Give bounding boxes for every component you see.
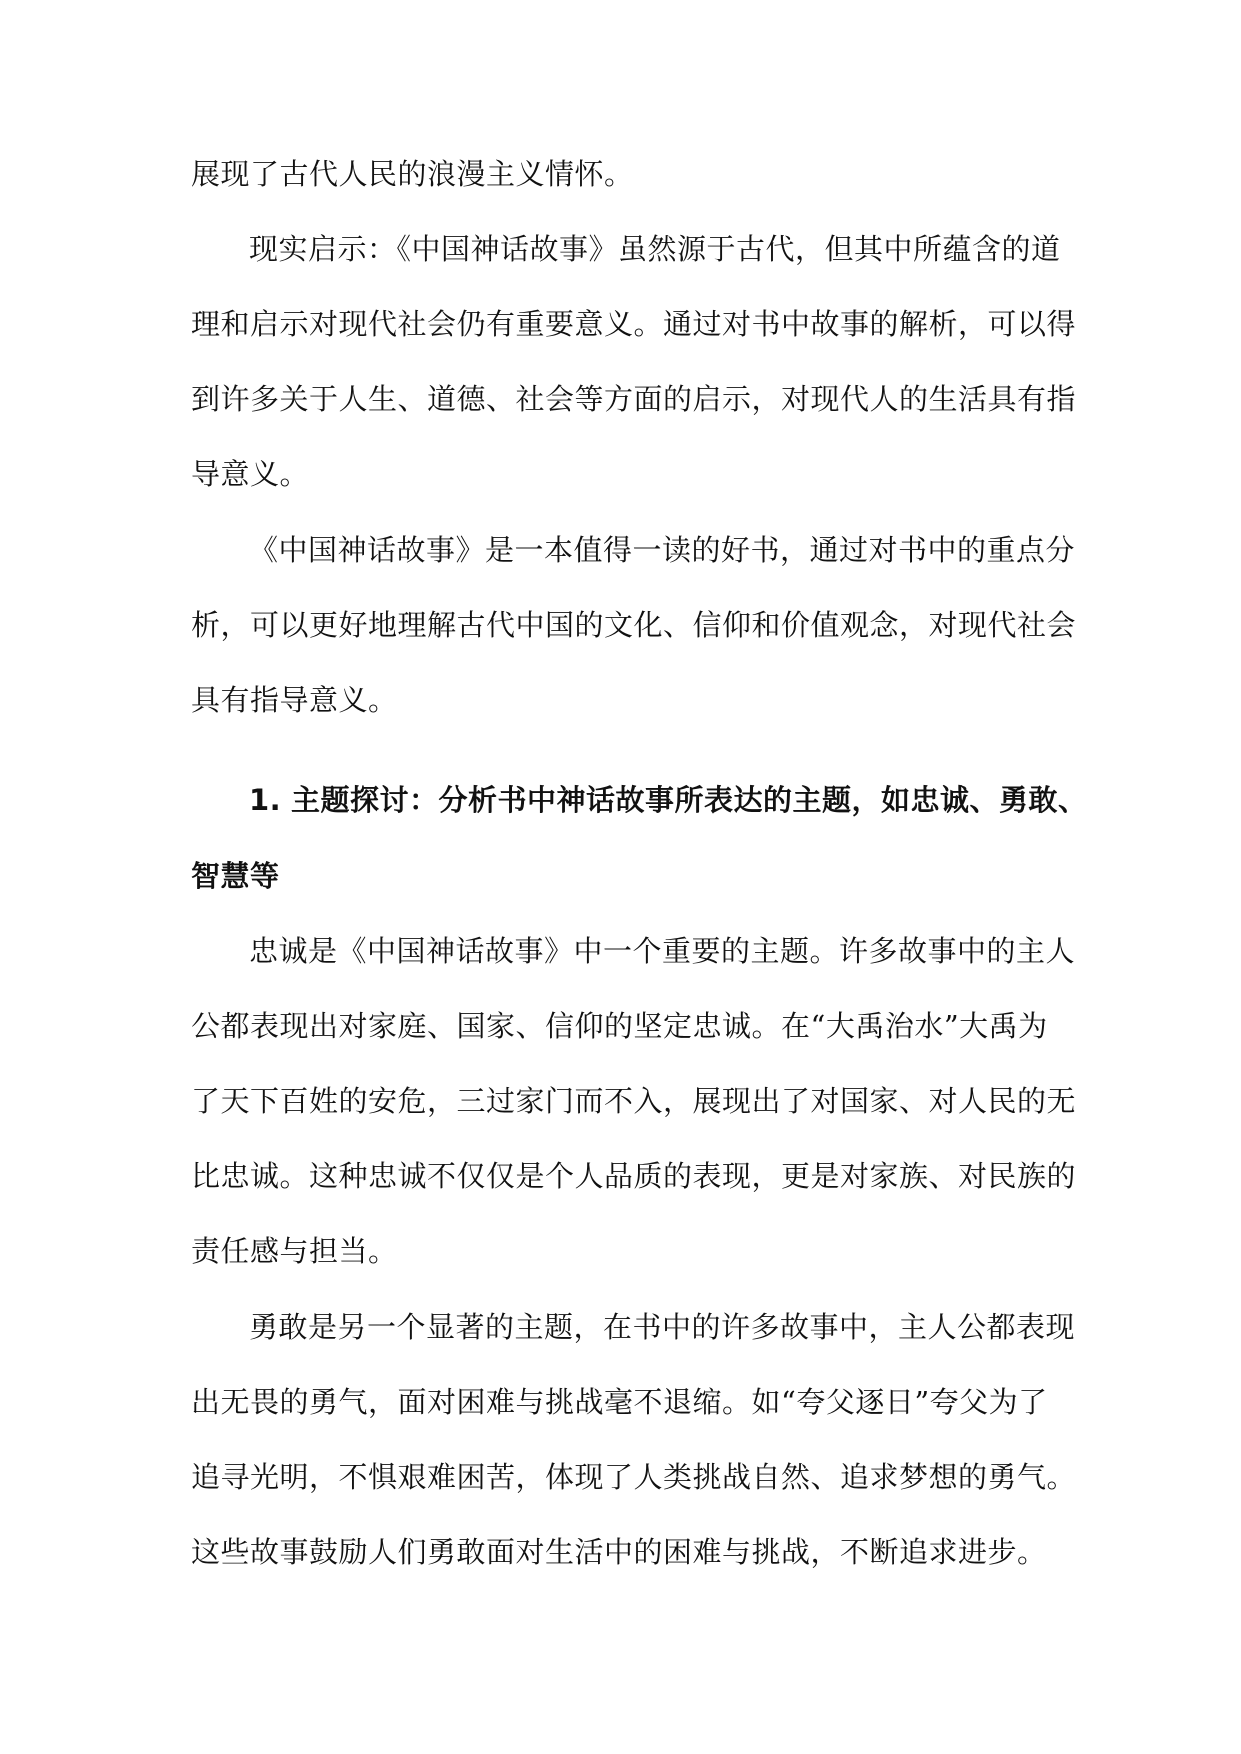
paragraph-line: 责任感与担当。 xyxy=(191,1234,398,1268)
paragraph-line: 到许多关于人生、道德、社会等方面的启示，对现代人的生活具有指 xyxy=(191,382,1077,416)
section-heading xyxy=(249,780,1129,820)
paragraph-line: 出无畏的勇气，面对困难与挑战毫不退缩。如“夸父逐日”夸父为了 xyxy=(191,1385,1048,1419)
paragraph-line: 析，可以更好地理解古代中国的文化、信仰和价值观念，对现代社会 xyxy=(191,608,1077,642)
paragraph-line: 理和启示对现代社会仍有重要意义。通过对书中故事的解析，可以得 xyxy=(191,307,1077,341)
paragraph-line: 导意义。 xyxy=(191,457,310,491)
paragraph-line: 《中国神话故事》是一本值得一读的好书，通过对书中的重点分 xyxy=(249,533,1076,567)
heading-text: 主题探讨：分析书中神话故事所表达的主题，如忠诚、勇敢、 xyxy=(291,783,1088,817)
section-heading-continued: 智慧等 xyxy=(191,859,280,893)
paragraph-line: 比忠诚。这种忠诚不仅仅是个人品质的表现，更是对家族、对民族的 xyxy=(191,1159,1077,1193)
paragraph-line: 这些故事鼓励人们勇敢面对生活中的困难与挑战，不断追求进步。 xyxy=(191,1535,1047,1569)
paragraph-line: 追寻光明，不惧艰难困苦，体现了人类挑战自然、追求梦想的勇气。 xyxy=(191,1460,1077,1494)
paragraph-line: 了天下百姓的安危，三过家门而不入，展现出了对国家、对人民的无 xyxy=(191,1084,1077,1118)
paragraph-line: 忠诚是《中国神话故事》中一个重要的主题。许多故事中的主人 xyxy=(249,934,1076,968)
paragraph-line: 公都表现出对家庭、国家、信仰的坚定忠诚。在“大禹治水”大禹为 xyxy=(191,1009,1048,1043)
paragraph-line: 具有指导意义。 xyxy=(191,683,398,717)
paragraph-line: 展现了古代人民的浪漫主义情怀。 xyxy=(191,157,634,191)
heading-number: 1. xyxy=(249,783,282,817)
paragraph-line: 现实启示：《中国神话故事》虽然源于古代，但其中所蕴含的道 xyxy=(249,232,1061,266)
paragraph-line: 勇敢是另一个显著的主题，在书中的许多故事中，主人公都表现 xyxy=(249,1310,1076,1344)
